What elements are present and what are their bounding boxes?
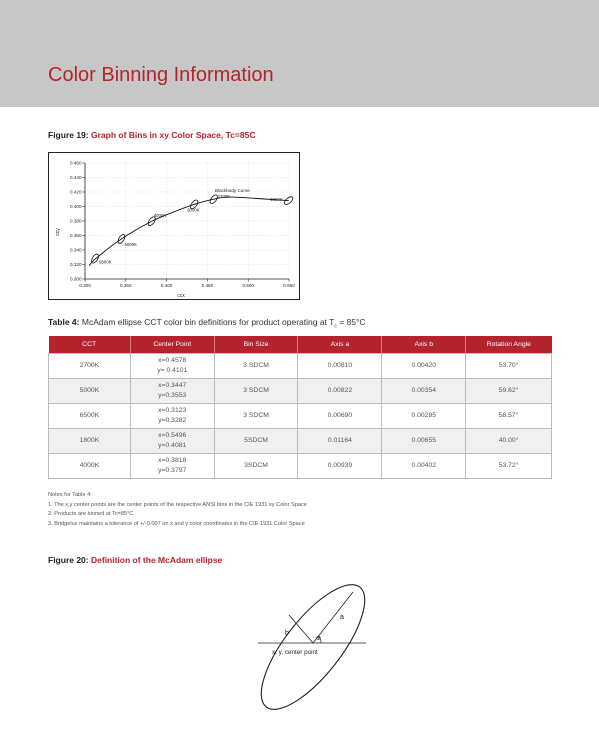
y-tick-label: 0.440 [70,175,82,181]
figure20-caption [48,555,222,565]
cell-rotation: 53.70° [466,354,552,379]
cell-center-y: y=0.3282 [158,417,187,424]
figure20-label: Figure 20: [48,555,89,565]
cell-center-x: x=0.3123 [158,407,187,414]
y-tick-label: 0.420 [70,189,82,195]
x-tick-label: 0.450 [201,283,214,288]
page-title: Color Binning Information [48,64,274,86]
axis-b-label: b [285,630,289,637]
bin-table [48,336,552,479]
bin-label: 1800K [270,197,283,203]
x-tick-label: 0.350 [120,283,132,288]
bin-label: 2700K [217,194,231,200]
table4-label: Table 4: [48,317,80,327]
table4-caption-text: McAdam ellipse CCT color bin definitions for product operating at T [81,317,335,327]
table4-caption [48,317,366,330]
axis-a-label: a [340,614,344,621]
cell-cct: 4000K [49,454,131,479]
header-banner [0,0,599,107]
cell-bin-size: 3 SDCM [214,404,298,429]
header-axis-b: Axis b [382,336,466,354]
cell-axis-b: 0.00285 [382,404,466,429]
rotation-angle-label: Φ [316,636,321,642]
note-item: 1. The x,y center points are the center points of the respective ANSI bins in the CIE 1931 xy Color Space [48,501,307,508]
cell-center-point [130,404,214,429]
cell-rotation: 58.57° [466,404,552,429]
cell-center-y: y=0.3553 [158,392,187,399]
bin-label: 4000K [153,213,167,219]
y-tick-label: 0.340 [70,247,82,253]
cell-center-point [130,429,214,454]
figure20-title: Definition of the McAdam ellipse [91,555,223,565]
bin-label: 6500K [99,259,112,265]
y-tick-label: 0.300 [70,276,82,282]
cell-center-x: x=0.5496 [158,432,187,439]
y-tick-label: 0.380 [70,218,82,224]
table4-caption-sub: c [334,323,337,330]
cell-axis-a: 0.00690 [298,404,382,429]
mcadam-ellipse-diagram [256,572,371,722]
header-cct: CCT [49,336,131,354]
mcadam-ellipse [256,572,371,722]
note-item: 2. Products are binned at Tc=85°C [48,511,134,517]
cell-center-y: y= 0.4101 [157,367,188,374]
x-tick-label: 0.300 [79,283,91,288]
cell-center-y: y=0.4081 [158,442,187,449]
chart-y-axis-label: ccy [55,228,61,236]
cell-axis-b: 0.00655 [382,429,466,454]
cell-axis-a: 0.00939 [298,454,382,479]
cell-bin-size: 3SDCM [214,454,298,479]
cell-center-x: x=0.3818 [158,457,187,464]
header-axis-a: Axis a [298,336,382,354]
figure19-label: Figure 19: [48,130,89,140]
table-row [49,454,552,479]
cell-rotation: 59.62° [466,379,552,404]
bin-label: 5000K [124,241,137,247]
cell-bin-size: 5SDCM [214,429,298,454]
bins-chart [48,152,300,300]
mcadam-ellipse-svg [256,572,371,722]
y-tick-label: 0.460 [70,160,82,166]
cell-axis-a: 0.01164 [298,429,382,454]
note-item: 3. Bridgelux maintains a tolerance of +/-0.007 on x and y color coordinates in the CIE 1931 Color Space [48,520,305,527]
table-header-row [49,336,552,354]
center-point-label: x, y, center point [272,649,318,656]
y-tick-label: 0.320 [70,262,82,268]
header-bin-size: Bin Size [214,336,298,354]
figure19-caption [48,130,255,140]
cell-center-point [130,354,214,379]
x-tick-label: 0.550 [283,283,295,288]
cell-bin-size: 3 SDCM [214,354,298,379]
curve-label: Blackbody Curve [215,188,250,193]
cell-axis-a: 0.00810 [298,354,382,379]
table-row [49,354,552,379]
cell-axis-b: 0.00420 [382,354,466,379]
figure19-title: Graph of Bins in xy Color Space, Tc=85C [91,130,256,140]
cell-axis-b: 0.00354 [382,379,466,404]
bin-label: 3000K [187,207,200,213]
x-tick-label: 0.400 [160,283,173,288]
table-row [49,429,552,454]
table4-caption-post: = 85°C [336,317,366,327]
cell-axis-a: 0.00822 [298,379,382,404]
cell-cct: 1800K [49,429,131,454]
cell-center-x: x=0.3447 [158,382,187,389]
header-center-point: Center Point [130,336,214,354]
y-tick-label: 0.400 [70,204,82,210]
cell-cct: 2700K [49,354,131,379]
bins-chart-svg [48,152,300,300]
cell-center-point [130,454,214,479]
table-row [49,404,552,429]
chart-frame [49,153,300,300]
chart-x-axis-label: ccx [177,293,185,299]
semi-minor-axis [289,615,313,643]
cell-cct: 5000K [49,379,131,404]
cell-center-x: x=0.4578 [158,357,187,364]
cell-axis-b: 0.00402 [382,454,466,479]
table-row [49,379,552,404]
cell-rotation: 53.72° [466,454,552,479]
x-tick-label: 0.500 [242,283,254,288]
cell-cct: 6500K [49,404,131,429]
cell-rotation: 40.00° [466,429,552,454]
header-rotation-angle: Rotation Angle [466,336,552,354]
cell-bin-size: 3 SDCM [214,379,298,404]
cell-center-y: y=0.3797 [158,467,187,474]
y-tick-label: 0.360 [70,233,82,239]
table-notes [48,491,307,529]
cell-center-point [130,379,214,404]
notes-heading: Notes for Table 4: [48,492,92,498]
